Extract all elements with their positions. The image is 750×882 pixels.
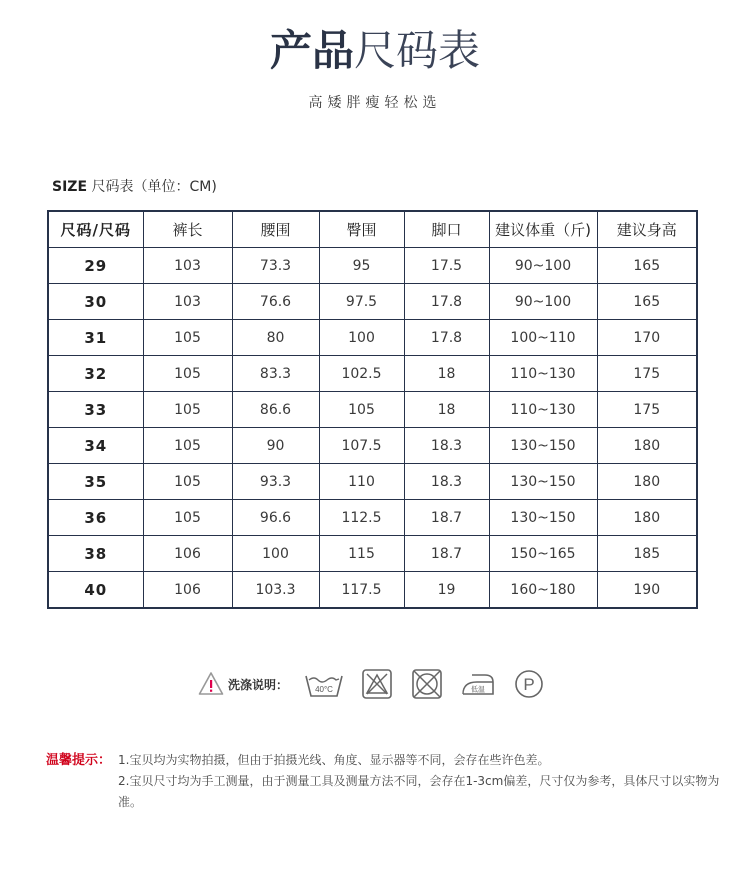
table-header-row <box>48 211 697 248</box>
cell-hip: 117.5 <box>319 572 404 609</box>
cell-weight: 110~130 <box>489 356 597 392</box>
cell-hip: 110 <box>319 464 404 500</box>
cell-hem: 17.5 <box>404 248 489 284</box>
notice-line-1: 1.宝贝均为实物拍摄，但由于拍摄光线、角度、显示器等不同，会存在些许色差。 <box>118 753 550 767</box>
cell-length: 105 <box>143 464 232 500</box>
table-row <box>48 428 697 464</box>
cell-weight: 100~110 <box>489 320 597 356</box>
cell-waist: 100 <box>232 536 319 572</box>
page-subtitle: 高矮胖瘦轻松选 <box>308 95 442 111</box>
cell-hem: 17.8 <box>404 284 489 320</box>
cell-hem: 18.7 <box>404 500 489 536</box>
notice-label: 温馨提示： <box>46 753 112 768</box>
cell-waist: 90 <box>232 428 319 464</box>
cell-weight: 160~180 <box>489 572 597 609</box>
table-row <box>48 248 697 284</box>
cell-size: 30 <box>48 284 143 320</box>
dry-clean-letter: P <box>523 675 535 694</box>
cell-height: 175 <box>597 356 697 392</box>
table-row <box>48 536 697 572</box>
dry-clean-p-icon <box>512 667 546 701</box>
header-weight: 建议体重（斤) <box>489 211 597 248</box>
size-caption-label: SIZE <box>52 179 88 195</box>
cell-hip: 100 <box>319 320 404 356</box>
size-caption-text: 尺码表（单位：CM) <box>91 179 217 195</box>
no-bleach-icon <box>360 667 394 701</box>
cell-height: 175 <box>597 392 697 428</box>
cell-length: 105 <box>143 392 232 428</box>
cell-hip: 97.5 <box>319 284 404 320</box>
cell-size: 33 <box>48 392 143 428</box>
cell-size: 36 <box>48 500 143 536</box>
table-row <box>48 356 697 392</box>
cell-waist: 83.3 <box>232 356 319 392</box>
cell-hip: 105 <box>319 392 404 428</box>
size-caption <box>52 176 217 196</box>
table-row <box>48 500 697 536</box>
cell-waist: 76.6 <box>232 284 319 320</box>
cell-weight: 130~150 <box>489 464 597 500</box>
cell-height: 190 <box>597 572 697 609</box>
wash-temp-text: 40°C <box>315 685 333 694</box>
wash-40-icon <box>304 667 344 701</box>
notice-line-2: 2.宝贝尺寸均为手工测量，由于测量工具及测量方法不同，会存在1-3cm偏差，尺寸仅为参考，具体尺寸以实物为准。 <box>118 774 720 809</box>
cell-size: 31 <box>48 320 143 356</box>
cell-height: 180 <box>597 464 697 500</box>
cell-length: 103 <box>143 284 232 320</box>
size-table <box>47 210 698 609</box>
table-row <box>48 464 697 500</box>
cell-weight: 90~100 <box>489 284 597 320</box>
cell-length: 105 <box>143 320 232 356</box>
cell-height: 165 <box>597 284 697 320</box>
cell-hem: 19 <box>404 572 489 609</box>
cell-hip: 95 <box>319 248 404 284</box>
cell-weight: 150~165 <box>489 536 597 572</box>
cell-size: 38 <box>48 536 143 572</box>
cell-size: 35 <box>48 464 143 500</box>
notice-lines <box>118 750 728 813</box>
cell-weight: 130~150 <box>489 428 597 464</box>
care-instructions <box>198 664 562 704</box>
table-row <box>48 392 697 428</box>
cell-hip: 115 <box>319 536 404 572</box>
header-hip: 臀围 <box>319 211 404 248</box>
cell-length: 105 <box>143 356 232 392</box>
care-label: 洗涤说明： <box>228 677 289 692</box>
cell-size: 40 <box>48 572 143 609</box>
table-row <box>48 320 697 356</box>
cell-waist: 103.3 <box>232 572 319 609</box>
cell-waist: 73.3 <box>232 248 319 284</box>
title-bold: 产品 <box>269 26 354 75</box>
header-height: 建议身高 <box>597 211 697 248</box>
cell-hem: 18 <box>404 392 489 428</box>
cell-length: 106 <box>143 572 232 609</box>
cell-size: 34 <box>48 428 143 464</box>
cell-weight: 90~100 <box>489 248 597 284</box>
table-row <box>48 284 697 320</box>
cell-weight: 110~130 <box>489 392 597 428</box>
iron-low-icon <box>460 667 496 701</box>
cell-waist: 93.3 <box>232 464 319 500</box>
cell-hem: 18.7 <box>404 536 489 572</box>
cell-waist: 86.6 <box>232 392 319 428</box>
cell-height: 165 <box>597 248 697 284</box>
cell-length: 106 <box>143 536 232 572</box>
cell-height: 180 <box>597 428 697 464</box>
cell-hip: 107.5 <box>319 428 404 464</box>
header-hem: 脚口 <box>404 211 489 248</box>
iron-low-text: 低温 <box>471 686 486 694</box>
cell-size: 29 <box>48 248 143 284</box>
cell-waist: 96.6 <box>232 500 319 536</box>
no-tumble-dry-icon <box>410 667 444 701</box>
warning-icon <box>198 671 224 697</box>
cell-length: 103 <box>143 248 232 284</box>
cell-height: 170 <box>597 320 697 356</box>
cell-length: 105 <box>143 428 232 464</box>
cell-hip: 112.5 <box>319 500 404 536</box>
header-size: 尺码/尺码 <box>48 211 143 248</box>
cell-hem: 18 <box>404 356 489 392</box>
cell-hip: 102.5 <box>319 356 404 392</box>
page-title <box>0 26 750 76</box>
cell-hem: 17.8 <box>404 320 489 356</box>
table-row <box>48 572 697 609</box>
header-waist: 腰围 <box>232 211 319 248</box>
title-light: 尺码表 <box>354 26 481 75</box>
cell-height: 180 <box>597 500 697 536</box>
cell-weight: 130~150 <box>489 500 597 536</box>
cell-size: 32 <box>48 356 143 392</box>
cell-hem: 18.3 <box>404 428 489 464</box>
cell-length: 105 <box>143 500 232 536</box>
cell-hem: 18.3 <box>404 464 489 500</box>
header-length: 裤长 <box>143 211 232 248</box>
cell-height: 185 <box>597 536 697 572</box>
cell-waist: 80 <box>232 320 319 356</box>
